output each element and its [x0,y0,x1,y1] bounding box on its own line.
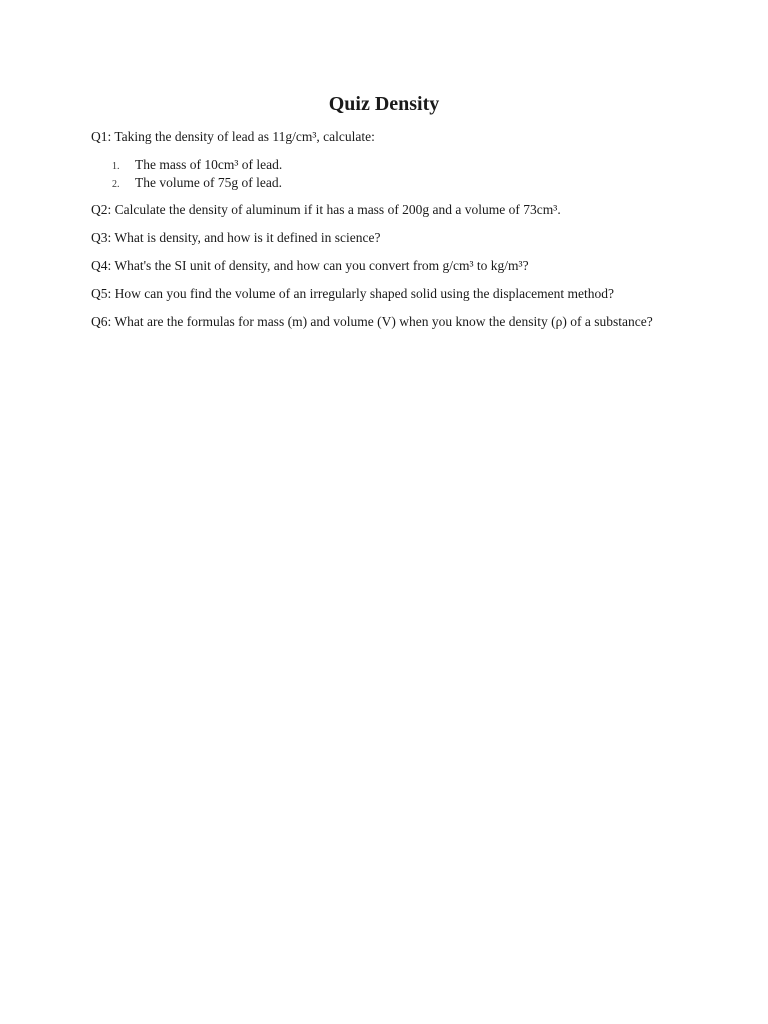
list-item [112,174,282,192]
list-item-text: The volume of 75g of lead. [135,175,282,190]
list-item-number: 1. [112,161,120,172]
question-1-sublist [112,156,282,192]
question-3: Q3: What is density, and how is it defined in science? [91,230,381,245]
question-4: Q4: What's the SI unit of density, and how can you convert from g/cm³ to kg/m³? [91,258,529,273]
question-1: Q1: Taking the density of lead as 11g/cm³, calculate: [91,129,375,144]
question-5: Q5: How can you find the volume of an irregularly shaped solid using the displacement method? [91,286,614,301]
list-item-number: 2. [112,179,120,190]
list-item-text: The mass of 10cm³ of lead. [135,157,283,172]
list-item [112,156,282,174]
page-title: Quiz Density [328,93,440,115]
question-2: Q2: Calculate the density of aluminum if it has a mass of 200g and a volume of 73cm³. [91,202,561,217]
question-6: Q6: What are the formulas for mass (m) and volume (V) when you know the density (ρ) of a substance? [91,314,653,329]
